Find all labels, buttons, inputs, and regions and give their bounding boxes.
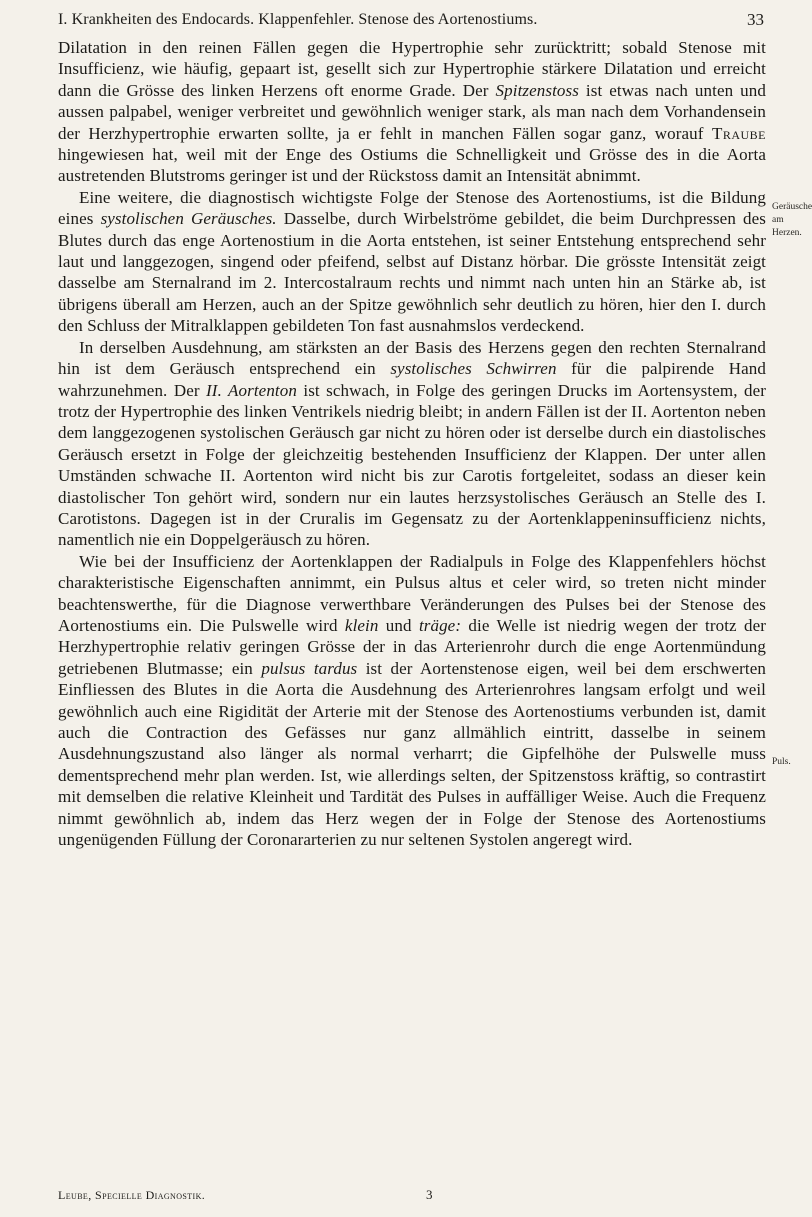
paragraph xyxy=(58,551,766,851)
paragraph xyxy=(58,337,766,551)
emphasis-text: Spitzenstoss xyxy=(495,80,579,100)
text-run: In derselben Ausdehnung, am stärksten an der Basis des Herzens gegen den rechten Sternalrand hin ist dem Geräusch entsprechend ein xyxy=(58,337,766,379)
emphasis-text: II. Aortenton xyxy=(206,380,297,400)
text-run: ist der Aortenstenose eigen, weil bei dem erschwerten Einfliessen des Blutes in die Aorta die Ausdehnung des Arterienrohres langsam erfolgt und weil gewöhnlich auch eine Rigidität der Arterie mit der Stenose des Aortenostiums verbunden ist, damit auch die Contraction des Gefässes nur ganz allmählich eintritt, dasselbe in seinem Ausdehnungszustand also länger als normal verharrt; die Gipfelhöhe der Pulswelle muss dementsprechend mehr plan werden. Ist, wie allerdings selten, der Spitzenstoss kräftig, so contrastirt mit demselben die relative Kleinheit und Tardität des Pulses in auffälliger Weise. Auch die Frequenz nimmt gewöhnlich ab, indem das Herz wegen der in Folge der Stenose des Aortenostiums ungenügenden Füllung der Coronararterien zu nur seltenen Systolen angeregt wird. xyxy=(58,658,766,850)
text-run: Dilatation in den reinen Fällen gegen die Hypertrophie sehr zurücktritt; sobald Stenose mit Insufficienz, wie häufig, gepaart ist, gesellt sich zur Hypertrophie stärkere Dilatation und erreicht dann die Grösse des linken Herzens oft enorme Grade. Der xyxy=(58,38,766,100)
body-text xyxy=(58,37,766,850)
paragraph xyxy=(58,37,766,187)
text-run: hingewiesen hat, weil mit der Enge des Ostiums die Schnelligkeit und Grösse des in die Aorta austretenden Blutstroms geringer ist und der Rückstoss damit an Intensität abnimmt. xyxy=(58,145,766,186)
running-title: I. Krankheiten des Endocards. Klappenfehler. Stenose des Aortenostiums. xyxy=(58,11,538,28)
signature-mark: 3 xyxy=(426,1187,433,1202)
text-run: die Welle ist niedrig wegen der trotz der Herzhypertrophie relativ geringen Grösse der in das Arterienrohr durch die enge Aortenmündung getriebenen Blutmasse; ein xyxy=(58,615,766,678)
text-run: Eine weitere, die diagnostisch wichtigste Folge der Stenose des Aortenostiums, ist die Bildung eines xyxy=(58,187,766,229)
text-run: ist schwach, in Folge des geringen Drucks im Aortensystem, der trotz der Hypertrophie des linken Ventrikels niedrig bleibt; in andern Fällen ist der II. Aortenton neben dem langgezogenen systolischen Geräusch gar nicht zu hören oder ist derselbe durch ein diastolisches Geräusch ersetzt in Folge der gleichzeitig bestehenden Insufficienz der Klappen. Der unter allen Umständen schwache II. Aortenton wird nicht bis zur Carotis fortgeleitet, sodass an dieser kein diastolischer Ton gehört wird, sondern nur ein lautes herzsystolisches Geräusch an Stelle des I. Carotistons. Dagegen ist in der Cruralis im Gegensatz zu der Aortenklappeninsufficienz nichts, namentlich nie ein Doppelgeräusch zu hören. xyxy=(58,380,766,550)
text-run: und xyxy=(378,615,419,635)
emphasis-text: systolisches Schwirren xyxy=(390,359,557,379)
emphasis-text: pulsus tardus xyxy=(261,658,358,678)
text-run: für die palpirende Hand wahrzunehmen. Der xyxy=(58,359,766,400)
page-number: 33 xyxy=(747,10,764,29)
text-run: Wie bei der Insufficienz der Aortenklappen der Radialpuls in Folge des Klappenfehlers höchst charakteristische Eigenschaften annimmt, ein Pulsus altus et celer wird, so treten nicht minder beachtenswerthe, für die Diagnose verwerthbare Veränderungen des Pulses bei der Stenose des Aortenostiums ein. Die Pulswelle wird xyxy=(58,551,766,635)
emphasis-text: träge: xyxy=(418,615,462,635)
paragraph xyxy=(58,187,766,337)
author-name: Traube xyxy=(711,123,766,143)
emphasis-text: klein xyxy=(344,615,379,635)
margin-note-geraeusche: Geräusche am Herzen. xyxy=(772,202,812,238)
text-run: ist etwas nach unten und aussen palpabel, weniger verbreitet und gewöhnlich weniger stark, als man nach dem Vorhandensein der Herzhypertrophie erwarten sollte, ja er fehlt in manchen Fällen sogar ganz, worauf xyxy=(58,80,766,143)
margin-note-puls: Puls. xyxy=(772,757,791,767)
emphasis-text: systolischen Geräusches. xyxy=(100,209,277,229)
running-header xyxy=(58,8,764,32)
footer-book-title: Leube, Specielle Diagnostik. xyxy=(58,1188,206,1202)
text-run: Dasselbe, durch Wirbelströme gebildet, die beim Durchpressen des Blutes durch das enge Aortenostium in die Aorta entstehen, ist seiner Entstehung entsprechend sehr laut und langgezogen, singend oder pfeifend, selbst auf Distanz hörbar. Die grösste Intensität zeigt dasselbe am Sternalrand im 2. Intercostalraum rechts und nimmt nach unten hin an Stärke ab, ist übrigens überall am Herzen, auch an der Spitze gewöhnlich sehr deutlich zu hören, hier den I. durch den Schluss der Mitralklappen gebildeten Ton fast ausnahmslos verdeckend. xyxy=(58,209,767,336)
